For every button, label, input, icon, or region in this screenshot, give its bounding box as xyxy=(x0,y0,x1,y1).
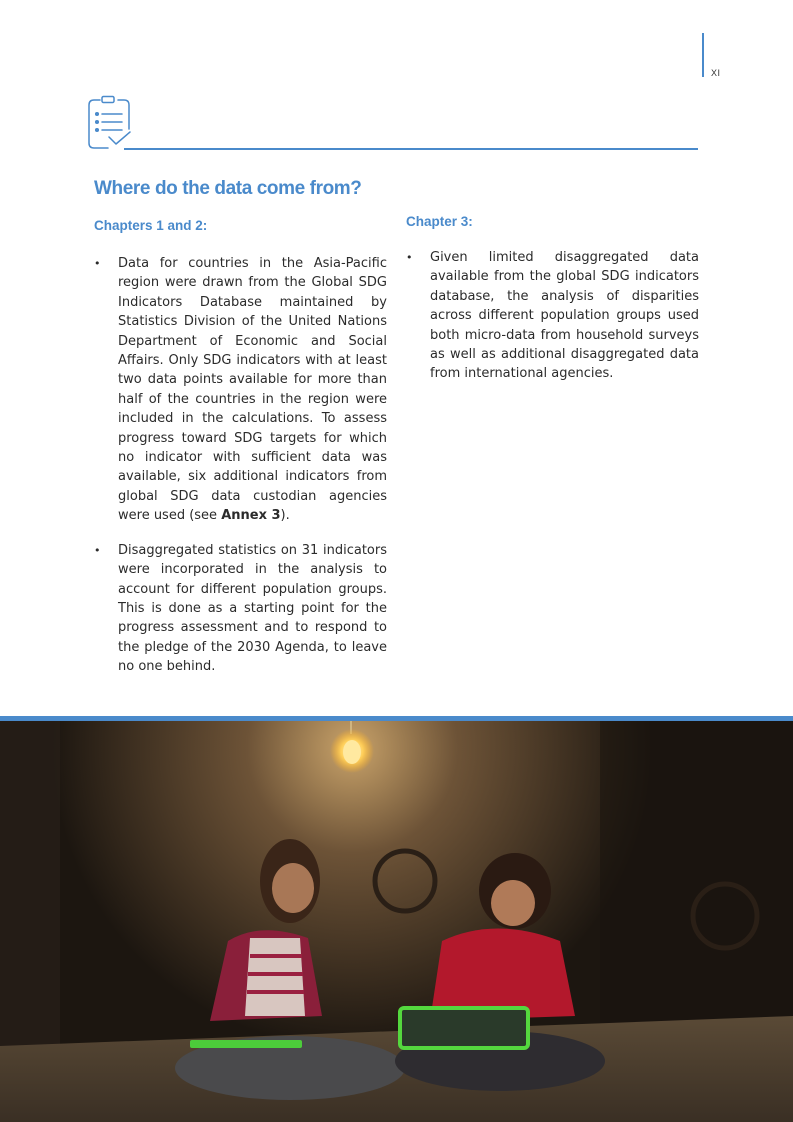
chapter-3-list xyxy=(406,248,699,384)
page-number: XI xyxy=(711,68,721,78)
bullet-icon: • xyxy=(94,257,101,270)
bullet-icon: • xyxy=(406,251,413,264)
list-item-text: Given limited disaggregated data available from the global SDG indicators database, the analysis of disparities across different population groups used both micro-data from household surveys as well as additional disaggregated data from international agencies. xyxy=(430,250,699,382)
list-item xyxy=(94,254,387,526)
photo-top-bar xyxy=(0,716,793,721)
bullet-icon: • xyxy=(94,543,101,557)
list-item xyxy=(94,541,387,677)
list-item-text-end: ). xyxy=(280,508,290,524)
chapters-1-2-list xyxy=(94,254,387,677)
chapter-3-heading: Chapter 3: xyxy=(406,214,473,229)
annex-reference: Annex 3 xyxy=(221,508,281,524)
list-item xyxy=(406,248,699,384)
children-studying-photo xyxy=(0,716,793,1122)
page-number-divider xyxy=(702,33,704,77)
chapters-1-2-heading: Chapters 1 and 2: xyxy=(94,218,208,233)
chapter-3-column xyxy=(406,214,699,399)
chapters-1-2-column xyxy=(94,218,387,692)
header-rule xyxy=(124,148,698,150)
clipboard-checklist-icon xyxy=(86,94,136,150)
section-title: Where do the data come from? xyxy=(94,178,362,199)
list-item-text: Disaggregated statistics on 31 indicators were incorporated in the analysis to account for different population groups. This is done as a starting point for the progress assessment and to respond to the pledge of the 2030 Agenda, to leave no one behind. xyxy=(118,542,387,675)
list-item-text: Data for countries in the Asia-Pacific region were drawn from the Global SDG Indicators Database maintained by Statistics Division of the United Nations Department of Economic and Social Affairs. Only SDG indicators with at least two data points available for more than half of the countries in the region were included in the calculations. To assess progress toward SDG targets for which no indicator with sufficient data was available, six additional indicators from global SDG data custodian agencies were used (see xyxy=(118,256,387,524)
